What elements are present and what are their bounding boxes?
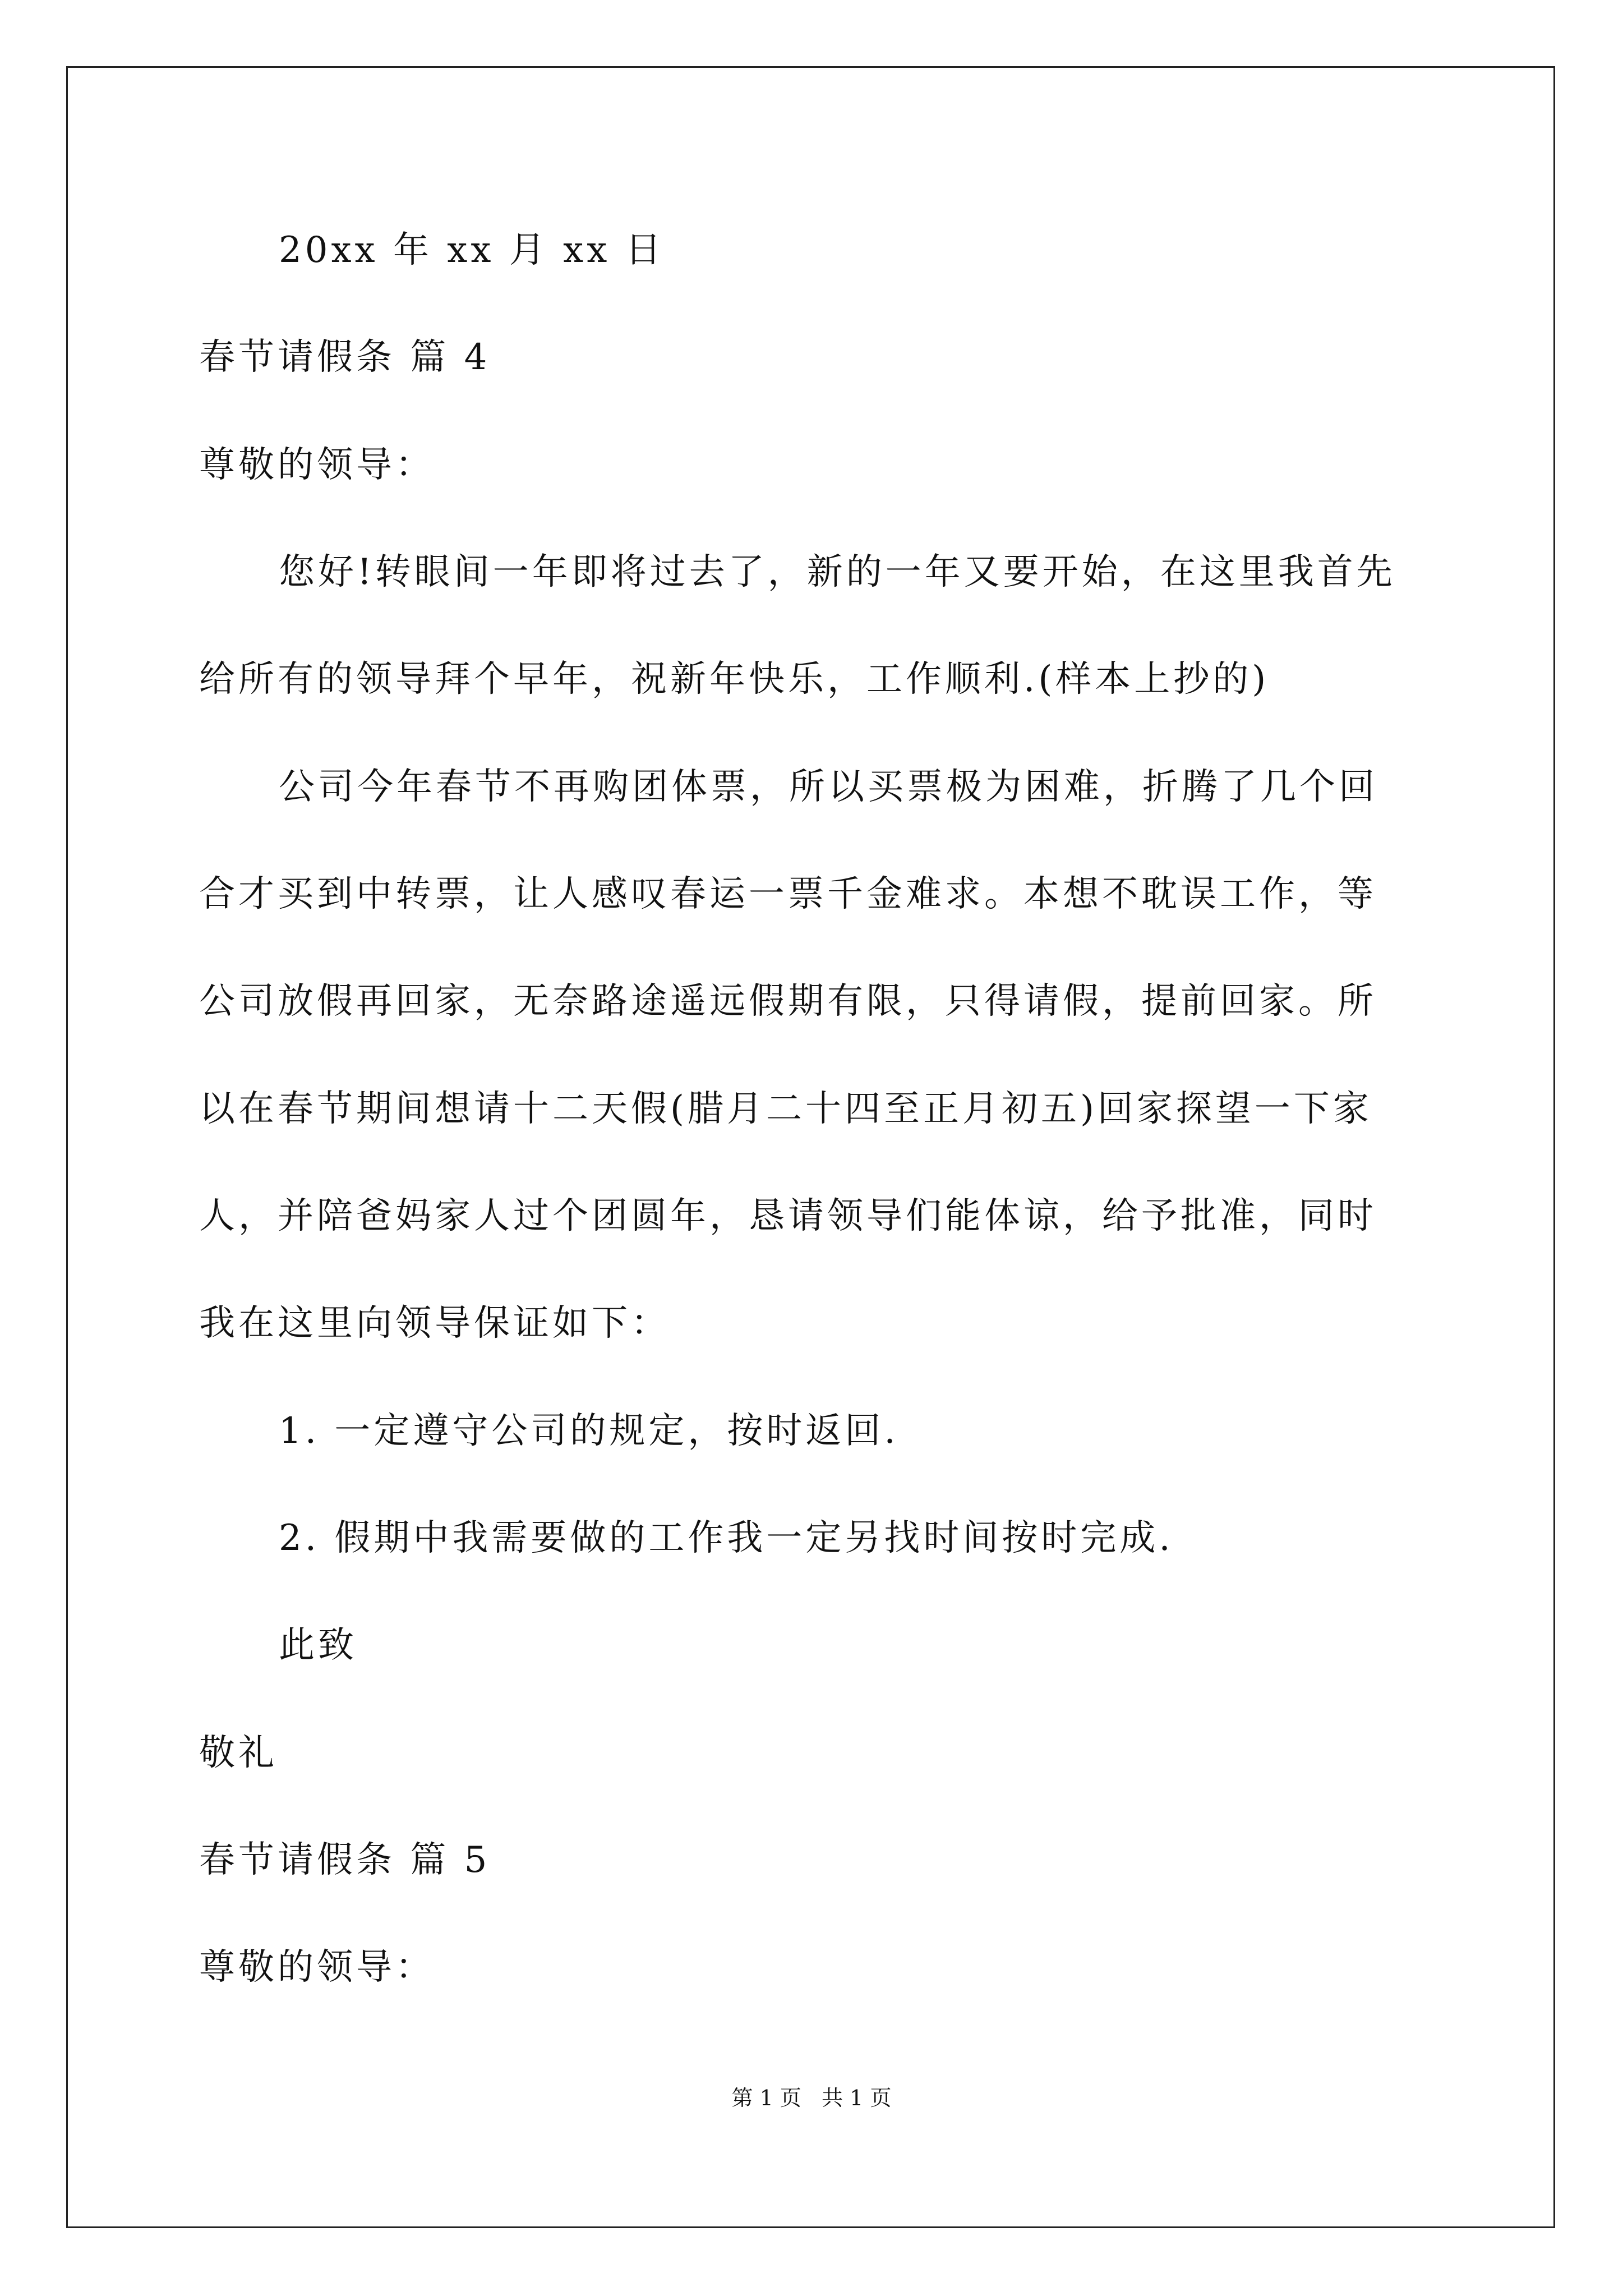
section-heading: 春节请假条 篇 5 <box>199 1839 491 1881</box>
page-footer: 第 1 页 共 1 页 <box>731 2086 892 2110</box>
salutation: 尊敬的领导： <box>199 1947 435 1988</box>
page-border <box>66 66 1555 2228</box>
closing-line: 此致 <box>279 1625 357 1666</box>
section-heading: 春节请假条 篇 4 <box>199 337 491 378</box>
paragraph-line: 以在春节期间想请十二天假(腊月二十四至正月初五)回家探望一下家 <box>199 1088 1372 1130</box>
paragraph-line: 您好!转眼间一年即将过去了，新的一年又要开始，在这里我首先 <box>279 551 1396 593</box>
paragraph-line: 合才买到中转票，让人感叹春运一票千金难求。本想不耽误工作，等 <box>199 873 1377 915</box>
paragraph-line: 公司今年春节不再购团体票，所以买票极为困难，折腾了几个回 <box>279 766 1378 808</box>
paragraph-line: 公司放假再回家，无奈路途遥远假期有限，只得请假，提前回家。所 <box>199 981 1377 1022</box>
list-item: 2. 假期中我需要做的工作我一定另找时间按时完成. <box>279 1517 1174 1559</box>
closing-greeting: 敬礼 <box>199 1732 278 1774</box>
paragraph-line: 我在这里向领导保证如下： <box>199 1303 670 1344</box>
list-item: 1. 一定遵守公司的规定，按时返回. <box>279 1410 899 1452</box>
salutation: 尊敬的领导： <box>199 444 435 486</box>
paragraph-line: 人，并陪爸妈家人过个团圆年，恳请领导们能体谅，给予批准，同时 <box>199 1195 1377 1237</box>
paragraph-line: 给所有的领导拜个早年，祝新年快乐，工作顺利.(样本上抄的) <box>199 659 1270 700</box>
date-line: 20xx 年 xx 月 xx 日 <box>279 229 665 271</box>
